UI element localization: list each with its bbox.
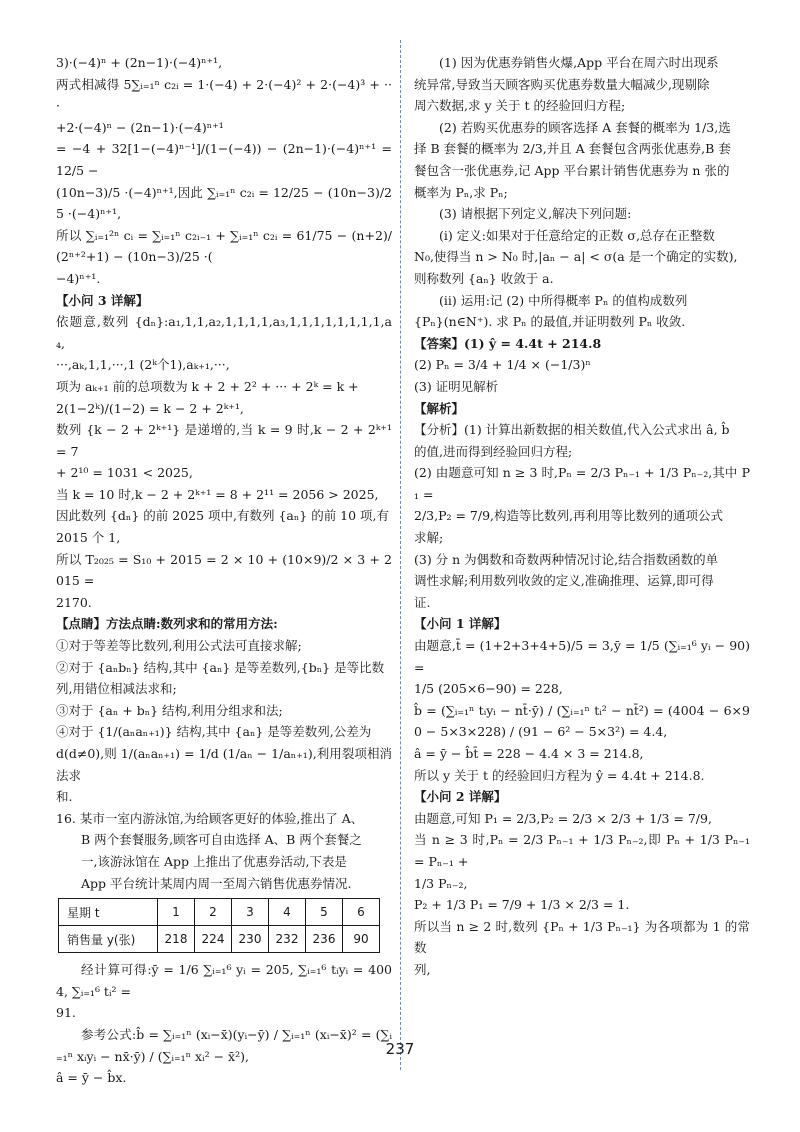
text-line: 3)·(−4)ⁿ + (2n−1)·(−4)ⁿ⁺¹, [56,55,223,70]
text-line: 经计算可得:ȳ = 1/6 ∑ᵢ₌₁⁶ yᵢ = 205, ∑ᵢ₌₁⁶ tᵢyᵢ = 4004, ∑ᵢ₌₁⁶ tᵢ² = [56,962,392,999]
text-line: 16. 某市一室内游泳馆,为给顾客更好的体验,推出了 A、 [56,810,364,826]
text-line: 则称数列 {aₙ} 收敛于 a. [414,270,554,286]
table-cell: 236 [306,926,343,953]
text-line: 2(1−2ᵏ)/(1−2) = k − 2 + 2ᵏ⁺¹, [56,400,244,416]
text-line: −4)ⁿ⁺¹. [56,270,101,286]
text-line: (2) 若购买优惠券的顾客选择 A 套餐的概率为 1/3,选 [439,119,731,135]
sales-table [58,898,380,953]
text-line: 餐包含一张优惠券,记 App 平台累计销售优惠券为 n 张的 [414,162,730,178]
left-text-after-table [56,959,392,1089]
text-line: 概率为 Pₙ,求 Pₙ; [414,184,508,200]
text-line: 2170. [56,594,92,610]
text-line: 2015 个 1, [56,530,121,546]
text-line: 择 B 套餐的概率为 2/3,并且 A 套餐包含两张优惠券,B 套 [414,141,731,157]
right-text [414,52,750,981]
left-column [56,52,392,1089]
text-line: 的值,进而得到经验回归方程; [414,443,573,459]
column-divider [400,40,401,1070]
text-line: â = ȳ − b̂t̄ = 228 − 4.4 × 3 = 214.8, [414,746,644,761]
text-line: (10n−3)/5 ·(−4)ⁿ⁺¹,因此 ∑ᵢ₌₁ⁿ c₂ᵢ = 12/25 − (10n−3)/25 ·(−4)ⁿ⁺¹, [56,184,392,222]
text-line: App 平台统计某周内周一至周六销售优惠券情况. [81,875,352,891]
text-line: 【点睛】方法点睛:数列求和的常用方法: [56,616,278,632]
table-cell: 1 [158,899,195,926]
table-cell: 4 [269,899,306,926]
table-cell: 230 [232,926,269,953]
text-line: +2·(−4)ⁿ − (2n−1)·(−4)ⁿ⁺¹ [56,119,224,135]
text-line: {Pₙ}(n∈N⁺). 求 Pₙ 的最值,并证明数列 Pₙ 收敛. [414,314,686,330]
text-line: ②对于 {aₙbₙ} 结构,其中 {aₙ} 是等差数列,{bₙ} 是等比数 [56,659,385,675]
text-line: 91. [56,1005,76,1021]
text-line: 参考公式:b̂ = ∑ᵢ₌₁ⁿ (xᵢ−x̄)(yᵢ−ȳ) / ∑ᵢ₌₁ⁿ (xᵢ−x̄)² = (∑ᵢ₌₁ⁿ xᵢyᵢ − nx̄·ȳ) / (∑ᵢ₌₁ⁿ xᵢ² − x̄²), [56,1026,392,1064]
text-line: 【小问 3 详解】 [56,292,149,308]
text-line: 由题意,可知 P₁ = 2/3,P₂ = 2/3 × 2/3 + 1/3 = 7/9, [414,810,712,826]
table-cell: 224 [195,926,232,953]
text-line: 所以 ∑ᵢ₌₁²ⁿ cᵢ = ∑ᵢ₌₁ⁿ c₂ᵢ₋₁ + ∑ᵢ₌₁ⁿ c₂ᵢ = 61/75 − (n+2)/(2ⁿ⁺²+1) − (10n−3)/25 ·( [56,227,392,265]
text-line: 因此数列 {dₙ} 的前 2025 项中,有数列 {aₙ} 的前 10 项,有 [56,508,390,524]
table-cell: 232 [269,926,306,953]
text-line: 调性求解;利用数列收敛的定义,准确推理、运算,即可得 [414,573,714,589]
text-line: + 2¹⁰ = 1031 < 2025, [56,465,193,481]
table-header-cell: 销售量 y(张) [59,926,158,953]
text-line: 【小问 2 详解】 [414,789,507,805]
table-cell: 2 [195,899,232,926]
table-cell: 6 [343,899,380,926]
text-line: 所以 y 关于 t 的经验回归方程为 ŷ = 4.4t + 214.8. [414,767,705,783]
text-line: (i) 定义:如果对于任意给定的正数 σ,总存在正整数 [439,227,715,243]
text-line: 数列 {k − 2 + 2ᵏ⁺¹} 是递增的,当 k = 9 时,k − 2 + 2ᵏ⁺¹ = 7 [56,422,392,459]
table-row [59,926,380,953]
text-line: (3) 请根据下列定义,解决下列问题: [439,206,632,222]
text-line: 统异常,导致当天顾客购买优惠券数量大幅减少,现剔除 [414,76,710,92]
text-line: P₂ + 1/3 P₁ = 7/9 + 1/3 × 2/3 = 1. [414,897,630,913]
text-line: 当 n ≥ 3 时,Pₙ = 2/3 Pₙ₋₁ + 1/3 Pₙ₋₂,即 Pₙ + 1/3 Pₙ₋₁ = Pₙ₋₁ + [414,832,750,869]
text-line: 【答案】(1) ŷ = 4.4t + 214.8 [414,335,602,351]
text-line: 1/3 Pₙ₋₂, [414,875,468,891]
text-line: = −4 + 32[1−(−4)ⁿ⁻¹]/(1−(−4)) − (2n−1)·(−4)ⁿ⁺¹ = 12/5 − [56,141,392,178]
text-line: 两式相减得 5∑ᵢ₌₁ⁿ c₂ᵢ = 1·(−4) + 2·(−4)² + 2·(−4)³ + ··· [56,76,392,114]
text-line: b̂ = (∑ᵢ₌₁ⁿ tᵢyᵢ − nt̄·ȳ) / (∑ᵢ₌₁ⁿ tᵢ² − nt̄²) = (4004 − 6×90 − 5×3×228) / (91 − 6² − 5×3²) = 4.4, [414,702,750,740]
table-row [59,899,380,926]
text-line: (3) 证明见解析 [414,378,499,394]
text-line: (1) 因为优惠券销售火爆,App 平台在周六时出现系 [439,55,719,70]
text-line: 2/3,P₂ = 7/9,构造等比数列,再利用等比数列的通项公式 [414,508,723,524]
text-line: 【解析】 [414,400,465,416]
right-column [414,52,750,981]
page-number: 237 [385,1040,415,1058]
text-line: B 两个套餐服务,顾客可自由选择 A、B 两个套餐之 [81,832,362,848]
left-text [56,52,392,894]
text-line: 证. [414,594,431,610]
text-line: 周六数据,求 y 关于 t 的经验回归方程; [414,98,626,114]
table-header-cell: 星期 t [59,899,158,926]
text-line: 求解; [414,530,444,546]
text-line: (3) 分 n 为偶数和奇数两种情况讨论,结合指数函数的单 [414,551,719,567]
table-cell: 3 [232,899,269,926]
text-line: (2) Pₙ = 3/4 + 1/4 × (−1/3)ⁿ [414,357,591,373]
text-line: N₀,使得当 n > N₀ 时,|aₙ − a| < σ(a 是一个确定的实数), [414,249,738,265]
text-line: 【小问 1 详解】 [414,616,507,632]
text-line: d(d≠0),则 1/(aₙaₙ₊₁) = 1/d (1/aₙ − 1/aₙ₊₁),利用裂项相消法求 [56,746,392,783]
text-line: 所以 T₂₀₂₅ = S₁₀ + 2015 = 2 × 10 + (10×9)/2 × 3 + 2015 = [56,551,392,589]
text-line: 一,该游泳馆在 App 上推出了优惠券活动,下表是 [81,853,347,869]
text-line: ①对于等差等比数列,利用公式法可直接求解; [56,638,302,654]
table-cell: 5 [306,899,343,926]
text-line: ③对于 {aₙ + bₙ} 结构,利用分组求和法; [56,702,283,718]
text-line: 列, [414,961,431,977]
text-line: (ii) 运用:记 (2) 中所得概率 Pₙ 的值构成数列 [439,292,688,308]
table-cell: 90 [343,926,380,953]
text-line: 所以当 n ≥ 2 时,数列 {Pₙ + 1/3 Pₙ₋₁} 为各项都为 1 的常数 [414,918,750,956]
text-line: 当 k = 10 时,k − 2 + 2ᵏ⁺¹ = 8 + 2¹¹ = 2056 > 2025, [56,486,379,502]
text-line: 项为 aₖ₊₁ 前的总项数为 k + 2 + 2² + ··· + 2ᵏ = k + [56,378,359,394]
text-line: â = ȳ − b̂x. [56,1070,127,1086]
text-line: ④对于 {1/(aₙaₙ₊₁)} 结构,其中 {aₙ} 是等差数列,公差为 [56,724,372,740]
text-line: 依题意,数列 {dₙ}:a₁,1,1,a₂,1,1,1,1,a₃,1,1,1,1,1,1,1,1,a₄, [56,314,392,351]
text-line: (2) 由题意可知 n ≥ 3 时,Pₙ = 2/3 Pₙ₋₁ + 1/3 Pₙ₋₂,其中 P₁ = [414,465,750,502]
text-line: 和. [56,789,73,805]
text-line: 【分析】(1) 计算出新数据的相关数值,代入公式求出 â, b̂ [414,422,730,438]
text-line: 由题意,t̄ = (1+2+3+4+5)/5 = 3,ȳ = 1/5 (∑ᵢ₌₁⁶ yᵢ − 90) = [414,638,750,675]
text-line: ···,aₖ,1,1,···,1 (2ᵏ个1),aₖ₊₁,···, [56,357,230,373]
text-line: 1/5 (205×6−90) = 228, [414,681,563,697]
text-line: 列,用错位相减法求和; [56,681,177,697]
table-cell: 218 [158,926,195,953]
